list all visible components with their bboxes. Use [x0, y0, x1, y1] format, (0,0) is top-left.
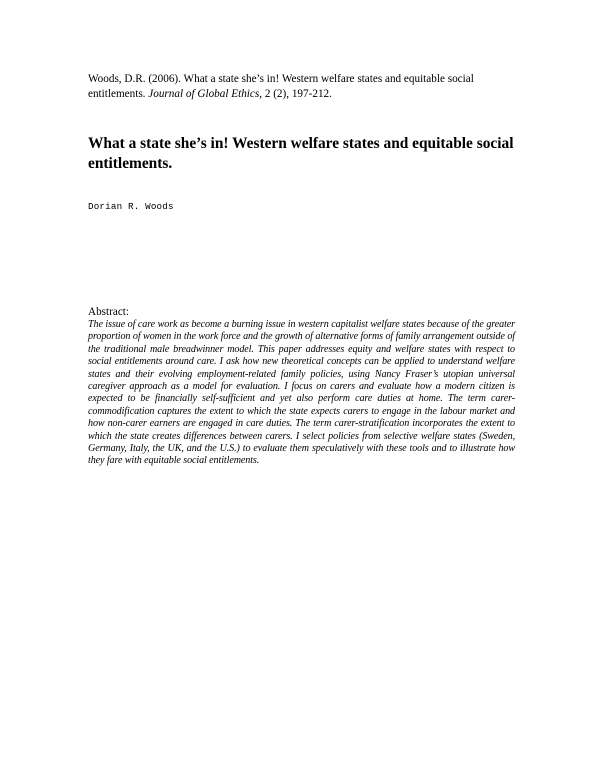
abstract-label: Abstract: — [88, 306, 130, 318]
citation — [88, 72, 528, 101]
citation-text: Woods, D.R. (2006). What a state she’s in! Western welfare states and equitable social entitlements. — [88, 73, 474, 100]
paper-title: What a state she’s in! Western welfare states and equitable social entitlements. — [88, 135, 514, 172]
citation-journal: Journal of Global Ethics — [148, 87, 260, 100]
citation-tail: , 2 (2), 197-212. — [259, 87, 332, 100]
author-name: Dorian R. Woods — [88, 201, 174, 212]
abstract-body: The issue of care work as become a burning issue in western capitalist welfare states because of the greater proportion of women in the work force and the growth of alternative forms of family arrangement outside of the traditional male breadwinner model. This paper addresses equity and welfare states with respect to social entitlements around care. I ask how new theoretical concepts can be applied to understand welfare states and their evolving employment-related family policies, using Nancy Fraser’s utopian universal caregiver approach as a model for evaluation. I focus on carers and evaluate how a modern citizen is expected to be financially self-sufficient and yet also perform care duties at home. The term carer-commodification captures the extent to which the state expects carers to engage in the labour market and how non-carer earners are engaged in care duties. The term carer-stratification incorporates the extent to which the state creates differences between carers. I select policies from selective welfare states (Sweden, Germany, Italy, the UK, and the U.S.) to evaluate them speculatively with these tools and to illustrate how they fare with equitable social entitlements. — [88, 319, 515, 467]
